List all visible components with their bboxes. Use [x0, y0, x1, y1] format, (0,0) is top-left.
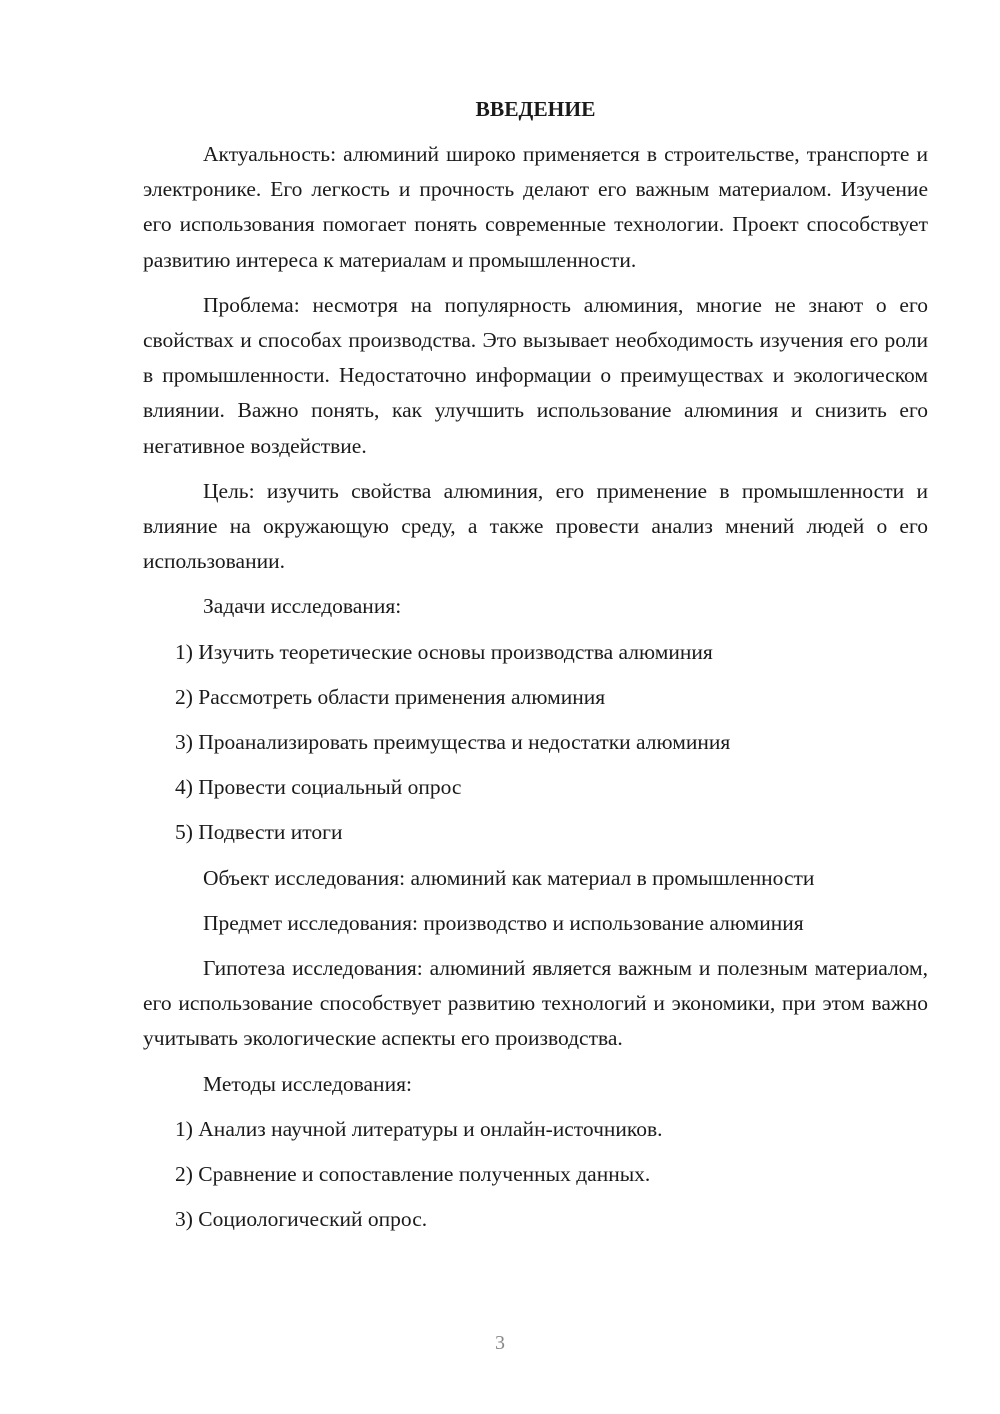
problem-paragraph: Проблема: несмотря на популярность алюминия, многие не знают о его свойствах и способах производства. Это вызывает необходимость изучения его роли в промышленности. Недостаточно информации о преимуществах и экологическом влиянии. Важно понять, как улучшить использование алюминия и снизить его негативное воздействие.	[143, 292, 928, 458]
relevance-paragraph: Актуальность: алюминий широко применяется в строительстве, транспорте и электронике. Его легкость и прочность делают его важным материалом. Изучение его использования помогает понять современные технологии. Проект способствует развитию интереса к материалам и промышленности.	[143, 142, 928, 272]
task-item: 1) Изучить теоретические основы производства алюминия	[175, 639, 713, 664]
page-number: 3	[495, 1332, 505, 1354]
method-item: 1) Анализ научной литературы и онлайн-источников.	[175, 1116, 663, 1141]
task-item: 3) Проанализировать преимущества и недостатки алюминия	[175, 730, 731, 755]
methods-heading: Методы исследования:	[203, 1071, 412, 1096]
tasks-heading: Задачи исследования:	[203, 594, 402, 619]
document-page	[143, 92, 928, 1247]
task-item: 4) Провести социальный опрос	[175, 775, 462, 800]
goal-paragraph: Цель: изучить свойства алюминия, его применение в промышленности и влияние на окружающую среду, а также провести анализ мнений людей о его использовании.	[143, 478, 928, 574]
task-item: 2) Рассмотреть области применения алюминия	[175, 684, 606, 709]
task-item: 5) Подвести итоги	[175, 820, 343, 845]
subject-line: Предмет исследования: производство и использование алюминия	[203, 910, 804, 935]
method-item: 2) Сравнение и сопоставление полученных данных.	[175, 1162, 651, 1187]
page-title: ВВЕДЕНИЕ	[475, 97, 596, 121]
hypothesis-paragraph: Гипотеза исследования: алюминий является важным и полезным материалом, его использование способствует развитию технологий и экономики, при этом важно учитывать экологические аспекты его производства.	[143, 956, 928, 1051]
object-line: Объект исследования: алюминий как материал в промышленности	[203, 865, 815, 890]
method-item: 3) Социологический опрос.	[175, 1207, 428, 1232]
